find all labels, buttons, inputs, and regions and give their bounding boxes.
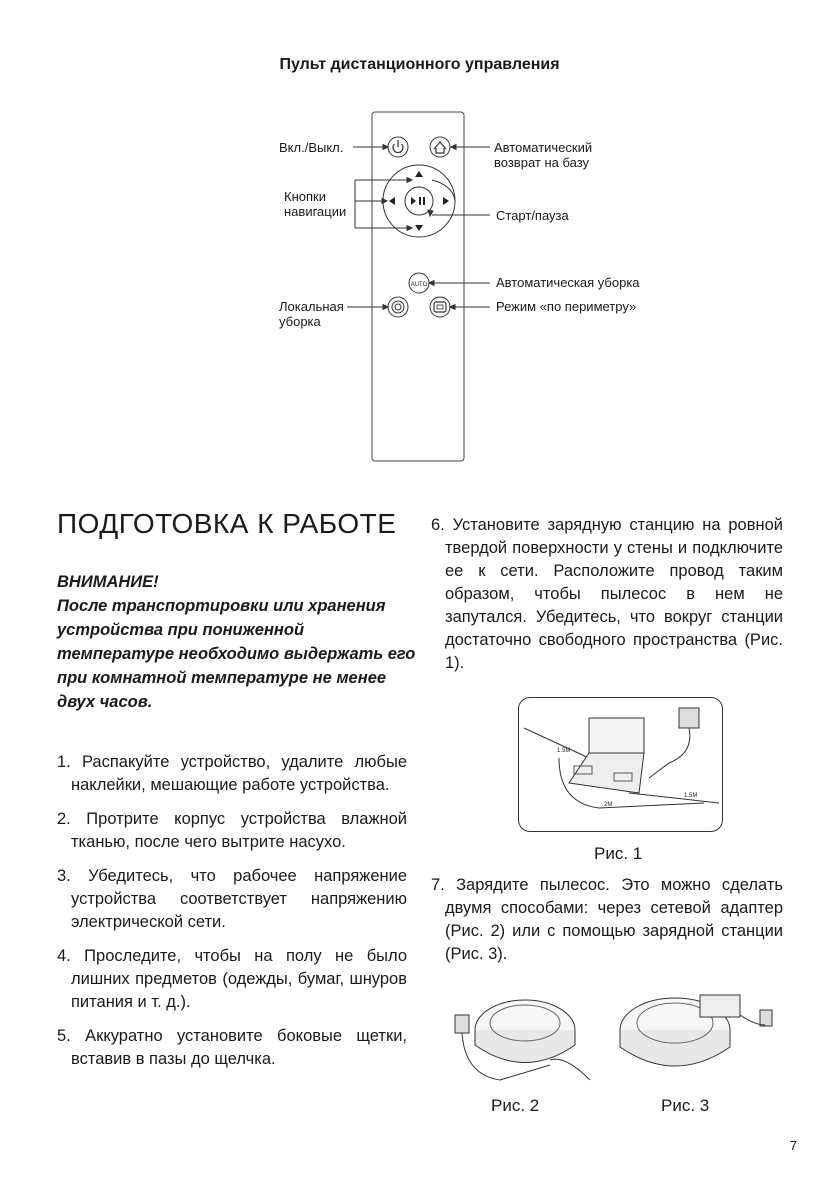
charging-station-clearance-illustration [519,698,722,831]
figure-1-frame [518,697,723,832]
figure-2-caption: Рис. 2 [491,1096,540,1115]
warning-block [57,570,417,714]
robot-vacuum-adapter-icon [455,1000,590,1080]
figure-1-caption: Рис. 1 [594,844,643,863]
steps-left-column [57,751,407,1082]
step-6: 6. Установите зарядную станцию на ровной твердой поверхности у стены и подключите ее к сети. Расположите провод таким образом, чтобы пылесос в нем не запутался. Убедитесь, что вокруг станции достаточно свободного пространства (Рис. 1). [431,516,783,672]
label-start-pause: Старт/пауза [496,208,569,223]
robot-charging-illustrations [440,985,785,1110]
arrow-left-icon [389,197,395,205]
fig1-label-3: 1.5M [684,793,698,799]
step-4: 4. Проследите, чтобы на полу не было лишних предметов (одежды, бумаг, шнуров питания и т. д.). [57,947,407,1011]
fig1-label-1: 1.5M [557,748,571,754]
spot-clean-icon [388,297,408,317]
steps-right-column-2 [431,874,783,977]
label-nav: Кнопки навигации [284,189,347,219]
step-5: 5. Аккуратно установите боковые щетки, вставив в пазы до щелчка. [57,1027,407,1068]
step-3: 3. Убедитесь, что рабочее напряжение устройства соответствует напряжению электрической сети. [57,867,407,931]
warning-text: После транспортировки или хранения устройства при пониженной температуре необходимо выдержать его при комнатной температуре не менее двух часов. [57,597,416,711]
steps-right-column [431,514,783,686]
label-local-clean: Локальная уборка [279,299,344,329]
section-heading: ПОДГОТОВКА К РАБОТЕ [57,508,397,539]
robot-vacuum-station-icon [620,995,772,1066]
page-title: Пульт дистанционного управления [279,56,560,73]
page-number: 7 [789,1138,797,1153]
fig1-label-2: 2M [604,802,613,808]
warning-title: ВНИМАНИЕ! [57,573,159,591]
label-perimeter: Режим «по периметру» [496,299,637,314]
label-power: Вкл./Выкл. [279,140,344,155]
step-1: 1. Распакуйте устройство, удалите любые наклейки, мешающие работе устройства. [57,753,407,794]
remote-control-illustration [0,0,839,480]
arrow-up-icon [415,171,423,177]
label-auto-clean: Автоматическая уборка [496,275,640,290]
auto-button-text: AUTO [410,282,428,288]
edge-clean-icon [430,297,450,317]
figure-3-caption: Рис. 3 [661,1096,710,1115]
label-auto-return: Автоматический возврат на базу [494,140,593,170]
arrow-down-icon [415,225,423,231]
arrow-right-icon [443,197,449,205]
step-2: 2. Протрите корпус устройства влажной тканью, после чего вытрите насухо. [57,810,407,851]
step-7: 7. Зарядите пылесос. Это можно сделать двумя способами: через сетевой адаптер (Рис. 2) или с помощью зарядной станции (Рис. 3). [431,876,783,963]
home-base-icon [430,137,450,157]
